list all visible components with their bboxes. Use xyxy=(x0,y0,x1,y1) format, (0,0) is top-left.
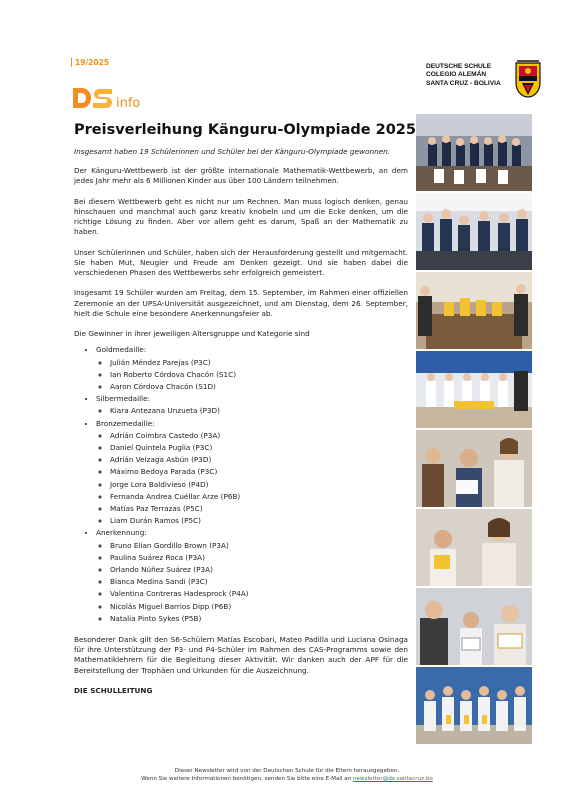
group-photo-stairs xyxy=(416,114,532,191)
list-item: ◦ Bruno Elian Gordillo Brown (P3A) xyxy=(110,540,408,552)
ds-info-logo xyxy=(72,86,147,110)
list-item: ◦ Nicolás Miguel Barrios Dipp (P6B) xyxy=(110,601,408,613)
category-bronze xyxy=(96,418,408,528)
winner-photo xyxy=(416,430,532,507)
school-name-line: COLEGIO ALEMÁN xyxy=(426,71,487,79)
list-item: ◦ Julián Méndez Parejas (P3C) xyxy=(110,357,408,369)
school-name-line: DEUTSCHE SCHULE xyxy=(426,63,492,70)
list-item: ◦ Adrián Veizaga Asbún (P3D) xyxy=(110,454,408,466)
footer-line xyxy=(0,776,574,784)
group-photo-trophies xyxy=(416,667,532,744)
article-title: Preisverleihung Känguru-Olympiade 2025 xyxy=(74,122,416,138)
footer-line: Dieser Newsletter wird von der Deutschen Schule für die Eltern herausgegeben. xyxy=(174,768,400,774)
winner-photo xyxy=(416,509,532,586)
winner-sublist xyxy=(96,430,408,528)
list-item: ◦ Máximo Bedoya Parada (P3C) xyxy=(110,466,408,478)
audience-photo xyxy=(416,193,532,270)
category-label: Bronzemedaille: xyxy=(96,418,155,428)
newsletter-email-link[interactable]: newsletter@ds-santacruz.bo xyxy=(353,775,433,782)
list-item: ◦ Liam Durán Ramos (P5C) xyxy=(110,515,408,527)
paragraph: Bei diesem Wettbewerb geht es nicht nur um Rechnen. Man muss logisch denken, genau hinschauen und manchmal auch ganz kreativ knobeln und um die Ecke denken, um die richtige Lösung zu finden. Aber vor allem geht es darum, Spaß an der Mathematik zu haben. xyxy=(74,196,408,237)
list-item: ◦ Daniel Quintela Puglia (P3C) xyxy=(110,442,408,454)
closing-paragraph: Besonderer Dank gilt den S6-Schülern Matías Escobari, Mateo Padilla und Luciana Osinaga für ihre Unterstützung der P3- und P4-Schüler im Rahmen des CAS-Programms sowie den Mathematiklehrern für die Begleitung dieser Aktivität. Wir danken auch der APF für die Bereitstellung der Trophäen und Urkunden für die Auszeichnung. xyxy=(74,635,408,675)
category-silver xyxy=(96,393,408,417)
footer-text: Wenn Sie weitere Informationen benötigen, senden Sie bitte eine E-Mail an xyxy=(141,775,354,782)
issue-number: 19/2025 xyxy=(71,58,109,67)
list-item: ◦ Orlando Núñez Suárez (P3A) xyxy=(110,564,408,576)
svg-text:info: info xyxy=(116,96,141,110)
list-item: ◦ Matías Paz Terrazas (P5C) xyxy=(110,503,408,515)
category-label: Anerkennung: xyxy=(96,528,147,538)
category-gold xyxy=(96,344,408,393)
article-body xyxy=(74,166,408,706)
ceremony-row-photo xyxy=(416,351,532,428)
list-item: ◦ Kiara Antezana Unzueta (P3D) xyxy=(110,405,408,417)
school-name-line: SANTA CRUZ - BOLIVIA xyxy=(426,79,501,87)
paragraph: Der Känguru-Wettbewerb ist der größte internationale Mathematik-Wettbewerb, an dem jedes Jahr mehr als 6 Millionen Kinder aus über 100 Ländern teilnehmen. xyxy=(74,166,408,186)
list-item: ◦ Natalia Pinto Sykes (P5B) xyxy=(110,613,408,625)
list-item: ◦ Jorge Lora Baldivieso (P4D) xyxy=(110,479,408,491)
winner-photo xyxy=(416,588,532,665)
paragraph: Insgesamt 19 Schüler wurden am Freitag, dem 15. September, im Rahmen einer offiziellen Zeremonie an der UPSA-Universität ausgezeichnet, und am Dienstag, dem 26. September, hielt die Schule eine besondere Anerkennungsfeier ab. xyxy=(74,288,408,318)
school-crest-icon xyxy=(514,59,542,101)
category-recognition xyxy=(96,527,408,625)
list-item: ◦ Fernanda Andrea Cuéllar Arze (P6B) xyxy=(110,491,408,503)
footer xyxy=(0,768,574,783)
winner-sublist xyxy=(96,357,408,394)
list-item: ◦ Ian Roberto Córdova Chacón (S1C) xyxy=(110,369,408,381)
winner-sublist xyxy=(96,540,408,625)
category-label: Silbermedaille: xyxy=(96,394,151,404)
signature: DIE SCHULLEITUNG xyxy=(74,686,153,696)
list-item: ◦ Adrián Coimbra Castedo (P3A) xyxy=(110,430,408,442)
paragraph: Unser Schülerinnen und Schüler, haben sich der Herausforderung gestellt und mitgemacht. Sie haben Mut, Neugier und Freude am Denken gezeigt. Und sie haben dabei die verschiedenen Phasen des Wettbewerbs sehr erfolgreich gemeistert. xyxy=(74,247,408,277)
trophies-photo xyxy=(416,272,532,349)
list-item: ◦ Aaron Córdova Chacón (S1D) xyxy=(110,381,408,393)
list-item: ◦ Valentina Contreras Hadesprock (P4A) xyxy=(110,588,408,600)
winners-list xyxy=(74,344,408,625)
article-subtitle: Insgesamt haben 19 Schülerinnen und Schüler bei der Känguru-Olympiade gewonnen. xyxy=(74,147,391,156)
school-name xyxy=(426,63,501,88)
list-item: ◦ Paulina Suárez Roca (P3A) xyxy=(110,552,408,564)
category-label: Goldmedaille: xyxy=(96,345,147,355)
paragraph: Die Gewinner in ihrer jeweiligen Altersgruppe und Kategorie sind xyxy=(74,329,310,339)
photo-column xyxy=(416,114,532,746)
list-item: ◦ Bianca Medina Sandi (P3C) xyxy=(110,576,408,588)
winner-sublist xyxy=(96,405,408,417)
